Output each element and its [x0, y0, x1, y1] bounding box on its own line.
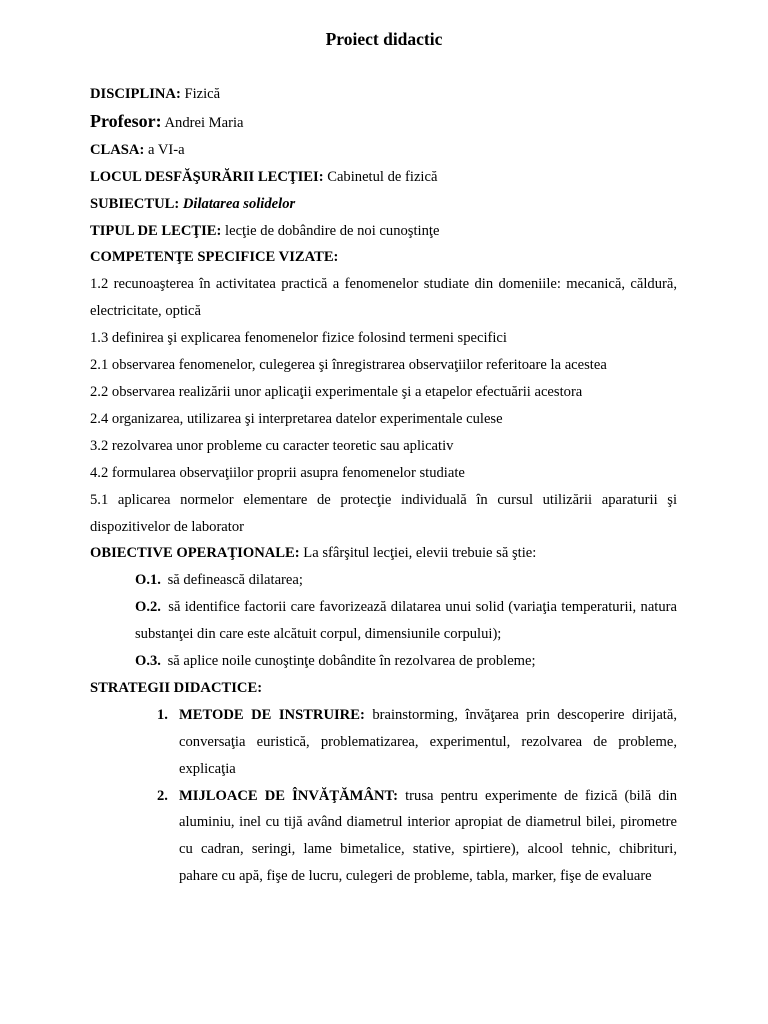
obiective-label: OBIECTIVE OPERAŢIONALE:: [90, 545, 300, 562]
field-label: LOCUL DESFĂŞURĂRII LECŢIEI:: [90, 168, 324, 185]
strategie-label: MIJLOACE DE ÎNVĂŢĂMÂNT:: [179, 787, 399, 804]
field-profesor: [90, 108, 677, 137]
field-label: Profesor:: [90, 110, 162, 131]
strategie-item: [90, 702, 677, 783]
field-label: SUBIECTUL:: [90, 195, 180, 212]
competenta-item: 3.2 rezolvarea unor probleme cu caracter teoretic sau aplicativ: [90, 437, 454, 454]
competenta-item: 2.2 observarea realizării unor aplicaţii experimentale şi a etapelor efectuării acestora: [90, 383, 583, 400]
strategii-list: [90, 702, 677, 890]
strategie-text: brainstorming, învăţarea prin descoperire dirijată, conversaţia euristică, problematizarea, experimentul, rezolvarea de probleme, explicaţia: [179, 706, 677, 777]
competenta-item: 4.2 formularea observaţiilor proprii asupra fenomenelor studiate: [90, 464, 465, 481]
field-label: TIPUL DE LECŢIE:: [90, 222, 222, 239]
strategii-heading: STRATEGII DIDACTICE:: [90, 679, 263, 696]
field-label: CLASA:: [90, 141, 145, 158]
document-title: Proiect didactic: [325, 29, 443, 49]
competenta-item: 2.1 observarea fenomenelor, culegerea şi înregistrarea observaţiilor referitoare la acestea: [90, 357, 607, 374]
field-value: Andrei Maria: [164, 114, 244, 131]
competenta-item: 1.3 definirea şi explicarea fenomenelor fizice folosind termeni specifici: [90, 330, 507, 347]
competenta-item: 1.2 recunoaşterea în activitatea practică a fenomenelor studiate din domeniile: mecanică, căldură, electricitate, optică: [90, 276, 677, 320]
list-number: 2.: [157, 787, 168, 804]
obiectiv-code: O.3.: [135, 653, 161, 670]
field-value: lecţie de dobândire de noi cunoştinţe: [225, 222, 440, 239]
competenta-item: 5.1 aplicarea normelor elementare de protecţie individuală în cursul utilizării aparaturii şi dispozitivelor de laborator: [90, 491, 677, 535]
obiectiv-item: [90, 567, 677, 594]
obiectiv-text: să aplice noile cunoştinţe dobândite în rezolvarea de probleme;: [167, 653, 536, 670]
obiectiv-item: [90, 648, 677, 675]
field-label: DISCIPLINA:: [90, 86, 181, 102]
obiectiv-code: O.1.: [135, 572, 161, 589]
field-tipul: [90, 218, 677, 245]
field-clasa: [90, 137, 677, 164]
strategie-item: [90, 783, 677, 891]
document-body: [90, 81, 677, 890]
obiectiv-item: [90, 594, 677, 648]
obiectiv-code: O.2.: [135, 599, 161, 616]
field-value: Dilatarea solidelor: [182, 195, 296, 212]
strategie-label: METODE DE INSTRUIRE:: [179, 706, 365, 723]
list-number: 1.: [157, 706, 168, 723]
obiectiv-text: să identifice factorii care favorizează dilatarea unui solid (variaţia temperaturii, natura substanţei din care este alcătuit corpul, dimensiunile corpului);: [135, 599, 677, 643]
field-value: a VI-a: [147, 141, 185, 158]
field-value: Fizică: [184, 86, 221, 102]
obiectiv-text: să definească dilatarea;: [167, 572, 303, 589]
competenta-item: 2.4 organizarea, utilizarea şi interpretarea datelor experimentale culese: [90, 410, 503, 427]
field-subiectul: [90, 191, 677, 218]
strategie-text: trusa pentru experimente de fizică (bilă din aluminiu, inel cu tijă având diametrul interior apropiat de diametrul bilei, pirometre cu cadran, seringi, lame bimetalice, stative, spirtiere), alcool tehnic, chibrituri, pahare cu apă, fişe de lucru, culegeri de probleme, tabla, marker, fişe de evaluare: [179, 787, 677, 885]
field-locul: [90, 164, 677, 191]
field-value: Cabinetul de fizică: [327, 168, 438, 185]
obiective-intro: La sfârşitul lecţiei, elevii trebuie să ştie:: [303, 545, 537, 562]
field-disciplina: [90, 81, 677, 108]
obiective-heading: [90, 540, 677, 567]
competente-heading: COMPETENŢE SPECIFICE VIZATE:: [90, 249, 339, 266]
